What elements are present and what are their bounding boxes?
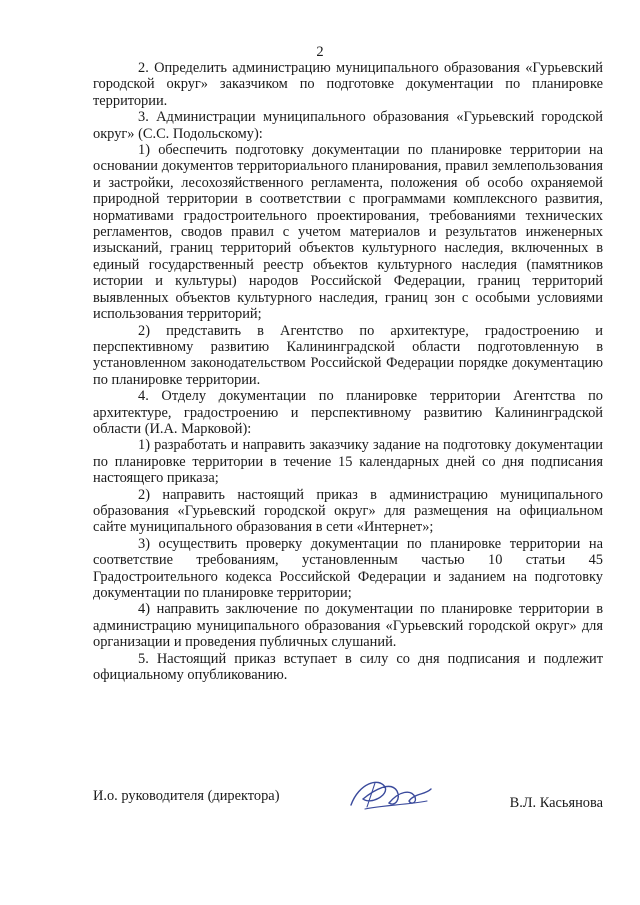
paragraph-item-3-1: 1) обеспечить подготовку документации по планировке территории на основании документов территориального планирования, правил землепользования и застройки, лесохозяйственного регламента, положения об особо охраняемой природной территории в соответствии с программами комплексного развития, нормативами градостроительного проектирования, требованиями технических регламентов, сводов правил с учетом материалов и результатов инженерных изысканий, границ территорий объектов культурного наследия, включенных в единый государственный реестр объектов культурного наследия (памятников истории и культуры) народов Российской Федерации, границ территорий выявленных объектов культурного наследия, границ зон с особыми условиями использования территорий; bbox=[93, 142, 603, 323]
paragraph-item-4-2: 2) направить настоящий приказ в администрацию муниципального образования «Гурьевский городской округ» для размещения на официальном сайте муниципального образования в сети «Интернет»; bbox=[93, 486, 603, 536]
signatory-name: В.Л. Касьянова bbox=[509, 795, 603, 811]
paragraph-item-4-4: 4) направить заключение по документации по планировке территории в администрацию муниципального образования «Гурьевский городской округ» для организации и проведения публичных слушаний. bbox=[93, 601, 603, 651]
signatory-title: И.о. руководителя (директора) bbox=[93, 788, 280, 804]
paragraph-item-5: 5. Настоящий приказ вступает в силу со дня подписания и подлежит официальному опубликованию. bbox=[93, 650, 603, 684]
paragraph-item-3-2: 2) представить в Агентство по архитектуре, градостроению и перспективному развитию Калининградской области подготовленную в установленном законодательством Российской Федерации порядке документацию по планировке территории. bbox=[93, 322, 603, 388]
document-body bbox=[93, 60, 603, 683]
paragraph-item-2: 2. Определить администрацию муниципального образования «Гурьевский городской округ» заказчиком по подготовке документации по планировке территории. bbox=[93, 60, 603, 109]
paragraph-item-4-1: 1) разработать и направить заказчику задание на подготовку документации по планировке территории в течение 15 календарных дней со дня подписания настоящего приказа; bbox=[93, 437, 603, 487]
page-number: 2 bbox=[316, 44, 324, 60]
paragraph-item-3: 3. Администрации муниципального образования «Гурьевский городской округ» (С.С. Подольскому): bbox=[93, 109, 603, 142]
handwritten-signature bbox=[345, 775, 435, 815]
paragraph-item-4: 4. Отделу документации по планировке территории Агентства по архитектуре, градостроению и перспективному развитию Калининградской области (И.А. Марковой): bbox=[93, 388, 603, 437]
signature-block bbox=[93, 775, 603, 825]
paragraph-item-4-3: 3) осуществить проверку документации по планировке территории на соответствие требованиям, установленным частью 10 статьи 45 Градостроительного кодекса Российской Федерации и заданием на подготовку документации по планировке территории; bbox=[93, 535, 603, 601]
